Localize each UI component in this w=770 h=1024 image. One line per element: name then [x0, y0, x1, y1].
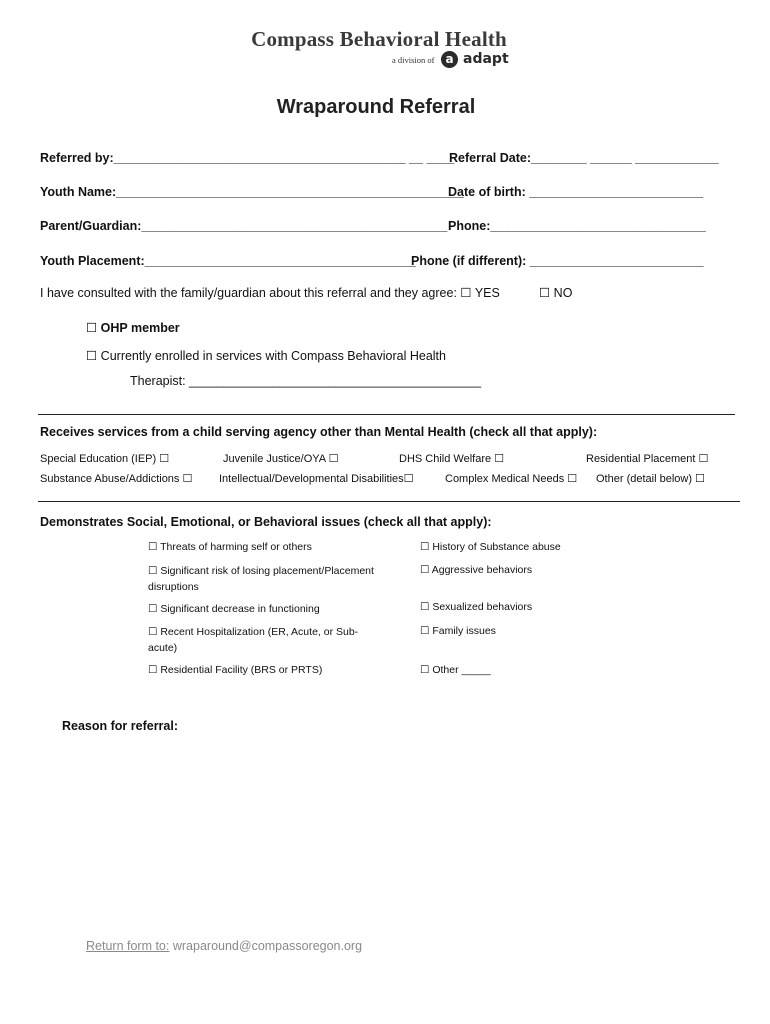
decrease-functioning-checkbox[interactable]: ☐ Significant decrease in functioning [148, 603, 320, 615]
ohp-member-checkbox[interactable]: ☐ OHP member [86, 321, 180, 335]
logo-division-text: a division of [392, 55, 435, 65]
adapt-brand-text: adapt [463, 51, 509, 67]
consent-no-checkbox[interactable]: ☐ NO [539, 286, 573, 300]
threats-harm-checkbox[interactable]: ☐ Threats of harming self or others [148, 541, 312, 553]
recent-hospitalization-checkbox[interactable]: ☐ Recent Hospitalization (ER, Acute, or Sub- [148, 626, 359, 638]
residential-facility-checkbox[interactable]: ☐ Residential Facility (BRS or PRTS) [148, 664, 323, 676]
youth-name-field[interactable]: Youth Name:__________________________________________________ [40, 185, 464, 199]
footer-return-form [86, 939, 362, 953]
aggressive-behaviors-checkbox[interactable]: ☐ Aggressive behaviors [420, 564, 533, 576]
special-education-checkbox[interactable]: Special Education (IEP) ☐ [40, 453, 170, 465]
recent-hospitalization-continuation: acute) [148, 642, 178, 654]
sexualized-behaviors-checkbox[interactable]: ☐ Sexualized behaviors [420, 601, 533, 613]
youth-placement-field[interactable]: Youth Placement:_______________________________________ [40, 254, 416, 268]
section-divider [38, 414, 735, 415]
issues-heading: Demonstrates Social, Emotional, or Behavioral issues (check all that apply): [40, 515, 492, 529]
substance-history-checkbox[interactable]: ☐ History of Substance abuse [420, 541, 561, 553]
other-issue-checkbox[interactable]: ☐ Other _____ [420, 664, 491, 676]
placement-risk-continuation: disruptions [148, 581, 199, 593]
reason-for-referral-label: Reason for referral: [62, 719, 179, 733]
return-form-label: Return form to: [86, 939, 170, 953]
complex-medical-needs-checkbox[interactable]: Complex Medical Needs ☐ [445, 473, 578, 485]
juvenile-justice-checkbox[interactable]: Juvenile Justice/OYA ☐ [223, 453, 339, 465]
consent-yes-checkbox[interactable]: I have consulted with the family/guardian about this referral and they agree: ☐ YES [40, 286, 500, 300]
placement-risk-checkbox[interactable]: ☐ Significant risk of losing placement/Placement [148, 565, 374, 577]
referral-date-field[interactable]: Referral Date:________ ______ ____________ [449, 151, 719, 165]
adapt-logo-icon: a [441, 51, 458, 68]
agency-heading: Receives services from a child serving agency other than Mental Health (check all that apply): [40, 425, 598, 439]
return-email-link[interactable]: wraparound@compassoregon.org [172, 939, 363, 953]
other-detail-checkbox[interactable]: Other (detail below) ☐ [596, 473, 705, 485]
phone-if-different-field[interactable]: Phone (if different): _________________________ [411, 254, 704, 268]
residential-placement-checkbox[interactable]: Residential Placement ☐ [586, 453, 709, 465]
organization-logo-name: Compass Behavioral Health [251, 27, 507, 51]
substance-abuse-checkbox[interactable]: Substance Abuse/Addictions ☐ [40, 473, 193, 485]
developmental-disabilities-checkbox[interactable]: Intellectual/Developmental Disabilities☐ [219, 473, 414, 485]
date-of-birth-field[interactable]: Date of birth: _________________________ [448, 185, 704, 199]
phone-field[interactable]: Phone:_______________________________ [448, 219, 706, 233]
therapist-field[interactable]: Therapist: __________________________________________ [130, 374, 482, 388]
reason-for-referral-area[interactable] [62, 740, 722, 920]
section-divider [38, 501, 740, 502]
family-issues-checkbox[interactable]: ☐ Family issues [420, 625, 496, 637]
parent-guardian-field[interactable]: Parent/Guardian:____________________________________________ [40, 219, 448, 233]
dhs-child-welfare-checkbox[interactable]: DHS Child Welfare ☐ [399, 453, 505, 465]
currently-enrolled-checkbox[interactable]: ☐ Currently enrolled in services with Compass Behavioral Health [86, 349, 446, 363]
page-title: Wraparound Referral [276, 96, 476, 118]
referred-by-field[interactable]: Referred by:__________________________________________ __ ____ [40, 151, 455, 165]
